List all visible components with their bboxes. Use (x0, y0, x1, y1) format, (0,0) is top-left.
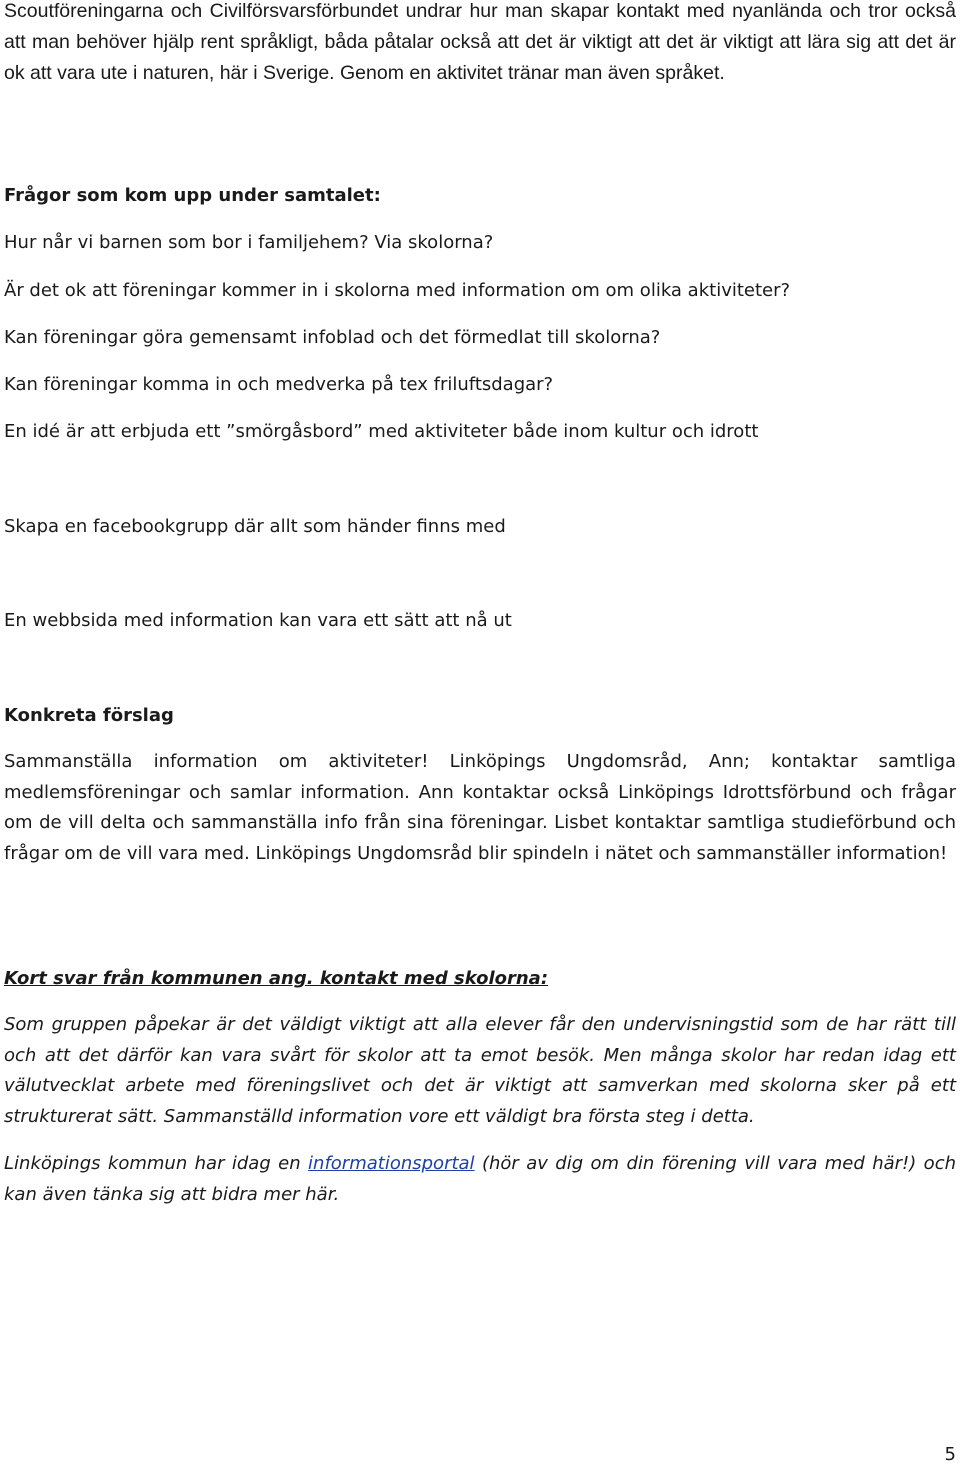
intro-paragraph: Scoutföreningarna och Civilförsvarsförbundet undrar hur man skapar kontakt med nyanlända och tror också att man behöver hjälp rent språkligt, båda påtalar också att det är viktigt att det är viktigt att lära sig att det är ok att vara ute i naturen, här i Sverige. Genom en aktivitet tränar man även språket. (4, 0, 956, 84)
proposals-paragraph: Sammanställa information om aktiviteter! Linköpings Ungdomsråd, Ann; kontaktar samtliga medlemsföreningar och samlar information. Ann kontaktar också Linköpings Idrottsförbund och frågar om de vill delta och sammanställa info från sina föreningar. Lisbet kontaktar samtliga studieförbund och frågar om de vill vara med. Linköpings Ungdomsråd blir spindeln i nätet och sammanställer information! (4, 751, 956, 864)
municipality-heading: Kort svar från kommunen ang. kontakt med skolorna: (4, 968, 549, 989)
idea-item: En webbsida med information kan vara ett sätt att nå ut (4, 610, 512, 631)
municipality-paragraph-2 (4, 1149, 956, 1210)
question-item: Kan föreningar göra gemensamt infoblad och det förmedlat till skolorna? (4, 327, 661, 348)
question-item: En idé är att erbjuda ett ”smörgåsbord” med aktiviteter både inom kultur och idrott (4, 421, 759, 442)
questions-heading: Frågor som kom upp under samtalet: (4, 185, 381, 206)
proposals-heading: Konkreta förslag (4, 705, 174, 726)
informationsportal-link[interactable]: informationsportal (308, 1153, 475, 1174)
paragraph-text-before-link: Linköpings kommun har idag en (4, 1153, 309, 1174)
municipality-paragraph-1: Som gruppen påpekar är det väldigt viktigt att alla elever får den undervisningstid som de har rätt till och att det därför kan vara svårt för skolor att ta emot besök. Men många skolor har redan idag ett välutvecklat arbete med föreningslivet och det är viktigt att samverkan med skolorna sker på ett strukturerat sätt. Sammanställd information vore ett väldigt bra första steg i detta. (4, 1014, 956, 1127)
paragraph-text-after-link: (hör av dig om din förening vill vara med här!) och kan även tänka sig att bidra mer här. (4, 1153, 956, 1205)
question-item: Är det ok att föreningar kommer in i skolorna med information om om olika aktiviteter? (4, 280, 791, 301)
question-item: Hur når vi barnen som bor i familjehem? Via skolorna? (4, 232, 494, 253)
idea-item: Skapa en facebookgrupp där allt som händer finns med (4, 516, 506, 537)
page-number: 5 (944, 1444, 956, 1465)
question-item: Kan föreningar komma in och medverka på tex friluftsdagar? (4, 374, 554, 395)
